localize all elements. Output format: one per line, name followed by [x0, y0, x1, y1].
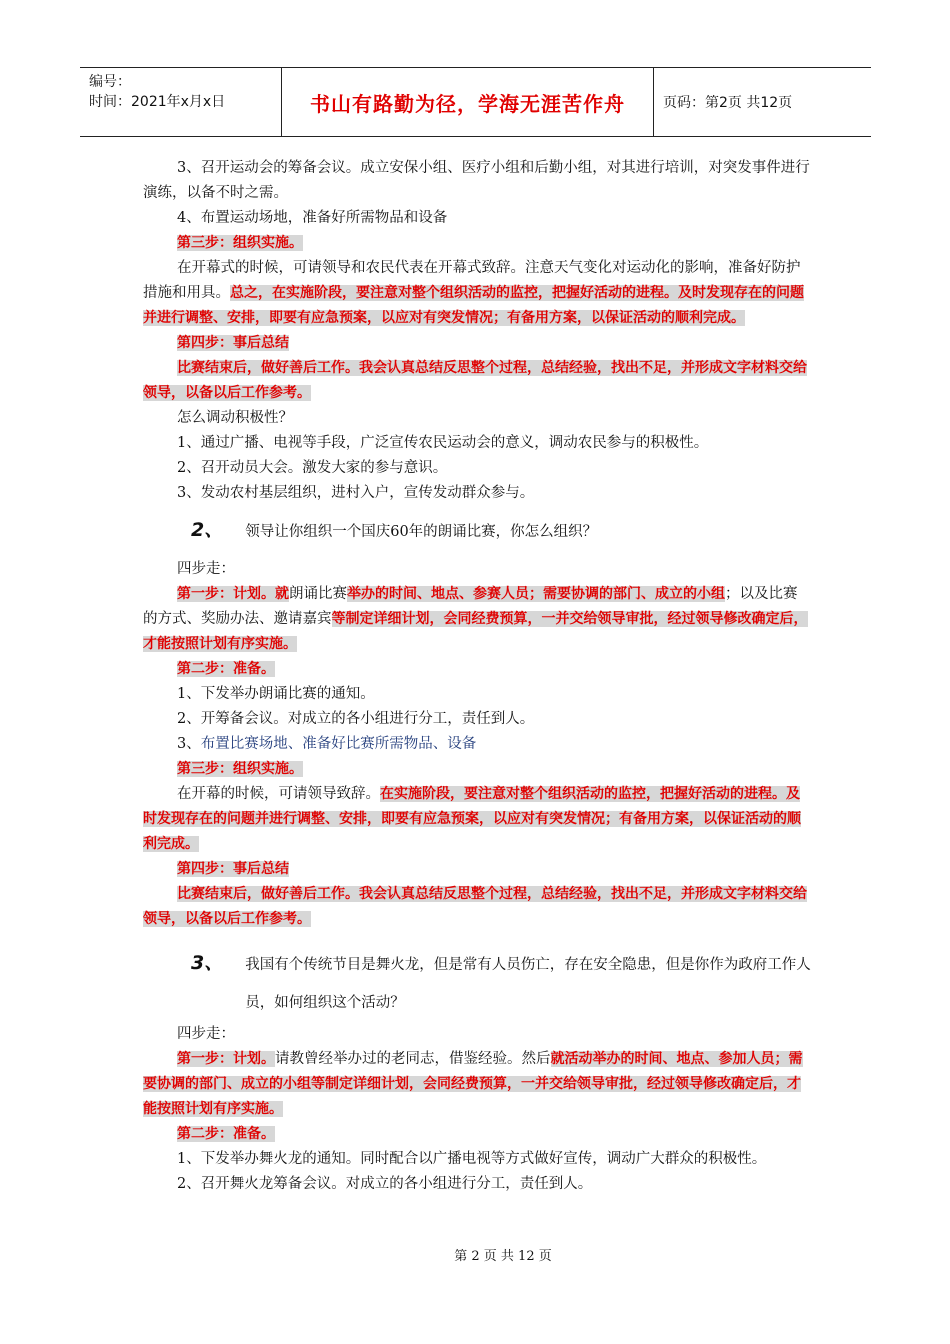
paragraph: 1、下发举办舞火龙的通知。同时配合以广播电视等方式做好宣传，调动广大群众的积极性。: [177, 1151, 767, 1167]
highlight: 第四步：事后总结: [177, 861, 289, 877]
paragraph: 3、发动农村基层组织，进村入户，宣传发动群众参与。: [177, 485, 535, 501]
paragraph: 1、下发举办朗诵比赛的通知。: [177, 686, 375, 702]
text-span: 在开幕式的时候，可请领导和农民代表在开幕式致辞。注意天气变化对运动化的影响，准备好防护措施和用具。: [143, 260, 801, 301]
date-line: 时间：2021年x月x日: [89, 94, 226, 110]
spacer: [143, 506, 811, 518]
paragraph: [143, 882, 811, 932]
highlight: 第四步：事后总结: [177, 335, 289, 351]
highlight: 比赛结束后，做好善后工作。我会认真总结反思整个过程，总结经验，找出不足，并形成文字材料交给领导，以备以后工作参考。: [143, 886, 807, 927]
highlight: 举办的时间、地点、参赛人员；需要协调的部门、成立的小组: [347, 586, 725, 602]
text-span: 请教曾经举办过的老同志，借鉴经验。然后: [275, 1051, 551, 1067]
question-text: 领导让你组织一个国庆60年的朗诵比赛，你怎么组织？: [245, 524, 598, 540]
highlight: 在实施阶段，要注意对整个组织活动的监控，把握好活动的进程。及时发现存在的问题并进行调整、安排，即要有应急预案，以应对有突发情况；有备用方案，以保证活动的顺利完成。: [143, 786, 801, 852]
highlight: 第一步：计划。就: [177, 586, 289, 602]
question-text: 我国有个传统节目是舞火龙，但是常有人员伤亡，存在安全隐患，但是你作为政府工作人员，如何组织这个活动？: [245, 957, 811, 1011]
step-heading: [143, 331, 811, 356]
paragraph: 1、通过广播、电视等手段，广泛宣传农民运动会的意义，调动农民参与的积极性。: [177, 435, 709, 451]
document-body: [143, 156, 811, 1197]
header-meta: [80, 68, 282, 136]
highlight: 第二步：准备。: [177, 661, 275, 677]
highlight: 总之，在实施阶段，要注意对整个组织活动的监控，把握好活动的进程。及时发现存在的问题并进行调整、安排，即要有应急预案，以应对有突发情况；有备用方案，以保证活动的顺利完成。: [143, 285, 804, 326]
paragraph: [143, 1047, 811, 1122]
paragraph: [143, 782, 811, 857]
paragraph: 2、召开动员大会。激发大家的参与意识。: [177, 460, 448, 476]
text-span: 在开幕的时候，可请领导致辞。: [177, 786, 380, 802]
highlight: 第一步：计划。: [177, 1051, 275, 1067]
step-heading: [143, 657, 811, 682]
paragraph: 怎么调动积极性？: [177, 410, 293, 426]
spacer: [143, 545, 811, 557]
highlight: 就活动举办的时间、地点、参加人员；需要协调的部门、成立的小组等制定详细计划，会同经费预算，一并交给领导审批，经过领导修改确定后，才能按照计划有序实施。: [143, 1051, 803, 1117]
step-heading: [143, 1122, 811, 1147]
highlight: 第二步：准备。: [177, 1126, 275, 1142]
question-heading: [143, 518, 811, 545]
question-number: 3、: [191, 952, 224, 974]
paragraph: [143, 356, 811, 406]
text-span: 朗诵比赛: [289, 586, 347, 602]
highlight: 比赛结束后，做好善后工作。我会认真总结反思整个过程，总结经验，找出不足，并形成文字材料交给领导，以备以后工作参考。: [143, 360, 807, 401]
blue-text: 布置比赛场地、准备好比赛所需物品、设备: [200, 736, 477, 752]
step-heading: [143, 231, 811, 256]
paragraph: [143, 732, 811, 757]
header-page-info: 页码：第2页 共12页: [663, 95, 793, 111]
text-span: ；以及比赛的方式、奖励办法、邀请嘉宾: [143, 586, 798, 627]
paragraph: 4、布置运动场地，准备好所需物品和设备: [177, 210, 448, 226]
header-motto: 书山有路勤为径，学海无涯苦作舟: [282, 68, 654, 136]
paragraph: 四步走：: [177, 561, 235, 577]
question-number: 2、: [191, 519, 224, 541]
paragraph: [143, 582, 811, 657]
paragraph: 3、召开运动会的筹备会议。成立安保小组、医疗小组和后勤小组，对其进行培训，对突发事件进行演练，以备不时之需。: [143, 160, 810, 201]
paragraph: 四步走：: [177, 1026, 235, 1042]
paragraph: [143, 256, 811, 331]
paragraph: 2、召开舞火龙筹备会议。对成立的各小组进行分工，责任到人。: [177, 1176, 593, 1192]
question-heading: [143, 944, 811, 1022]
highlight: 等制定详细计划，会同经费预算，一并交给领导审批，经过领导修改确定后，才能按照计划有序实施。: [143, 611, 808, 652]
highlight: 第三步：组织实施。: [177, 761, 303, 777]
spacer: [143, 932, 811, 944]
paragraph: 2、开筹备会议。对成立的各小组进行分工，责任到人。: [177, 711, 535, 727]
step-heading: [143, 757, 811, 782]
step-heading: [143, 857, 811, 882]
highlight: 第三步：组织实施。: [177, 235, 303, 251]
code-label: 编号：: [89, 74, 131, 90]
page-footer: 第 2 页 共 12 页: [454, 1249, 552, 1264]
text-span: 3、: [177, 736, 201, 752]
page-header: [80, 67, 871, 137]
